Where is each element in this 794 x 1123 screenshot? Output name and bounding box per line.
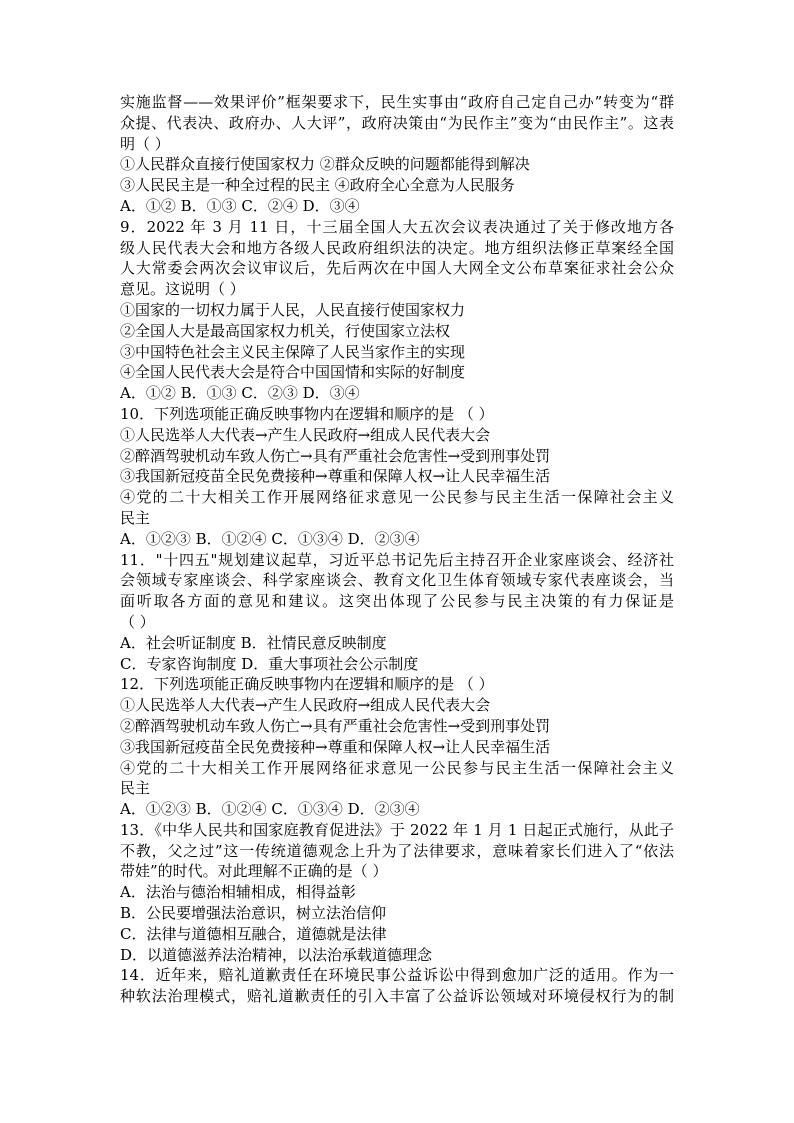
q9-stem-line-2: 级人民代表大会和地方各级人民政府组织法的决定。地方组织法修正草案经全国 bbox=[120, 238, 674, 257]
q10-option-4-cont: 民主 bbox=[120, 508, 151, 527]
q11-stem-line-1: 11．"十四五"规划建议起草，习近平总书记先后主持召开企业家座谈会、经济社 bbox=[120, 550, 674, 569]
q9-stem-line-4: 意见。这说明（ ） bbox=[120, 280, 245, 299]
q9-option-3: ③中国特色社会主义民主保障了人民当家作主的实现 bbox=[120, 342, 466, 361]
q10-answer-choices: A．①②③ B．①②④ C．①③④ D．②③④ bbox=[120, 529, 420, 548]
q12-option-2: ②醉酒驾驶机动车致人伤亡→具有严重社会危害性→受到刑事处罚 bbox=[120, 716, 551, 735]
q11-stem-line-2: 会领域专家座谈会、科学家座谈会、教育文化卫生体育领域专家代表座谈会，当 bbox=[120, 571, 674, 590]
q10-option-2: ②醉酒驾驶机动车致人伤亡→具有严重社会危害性→受到刑事处罚 bbox=[120, 446, 551, 465]
q10-stem: 10．下列选项能正确反映事物内在逻辑和顺序的是 （ ） bbox=[120, 404, 494, 423]
q10-option-4: ④党的二十大相关工作开展网络征求意见一公民参与民主生活一保障社会主义 bbox=[120, 488, 674, 507]
exam-page bbox=[120, 92, 674, 1007]
q10-option-1: ①人民选举人大代表→产生人民政府→组成人民代表大会 bbox=[120, 425, 491, 444]
q12-option-1: ①人民选举人大代表→产生人民政府→组成人民代表大会 bbox=[120, 696, 491, 715]
q13-option-b: B．公民要增强法治意识，树立法治信仰 bbox=[120, 904, 387, 923]
q13-option-d: D．以道德滋养法治精神，以法治承载道德理念 bbox=[120, 945, 433, 964]
q8-option-line-2: ③人民民主是一种全过程的民主 ④政府全心全意为人民服务 bbox=[120, 176, 515, 195]
q13-stem-line-2: 不教，父之过”这一传统道德观念上升为了法律要求，意味着家长们进入了“依法 bbox=[120, 841, 674, 860]
q11-option-cd: C．专家咨询制度 D．重大事项社会公示制度 bbox=[120, 654, 419, 673]
q14-stem-line-2: 种软法治理模式，赔礼道歉责任的引入丰富了公益诉讼领域对环境侵权行为的制 bbox=[120, 987, 674, 1006]
q12-option-4-cont: 民主 bbox=[120, 779, 151, 798]
q8-option-line-1: ①人民群众直接行使国家权力 ②群众反映的问题都能得到解决 bbox=[120, 155, 530, 174]
q12-option-4: ④党的二十大相关工作开展网络征求意见一公民参与民主生活一保障社会主义 bbox=[120, 758, 674, 777]
q8-stem-line-2: 众提、代表决、政府办、人大评”，政府决策由“为民作主”变为“由民作主”。这表 bbox=[120, 113, 674, 132]
q11-stem-line-4: （ ） bbox=[120, 612, 155, 631]
q10-option-3: ③我国新冠疫苗全民免费接种→尊重和保障人权→让人民幸福生活 bbox=[120, 467, 551, 486]
q13-stem-line-3: 带娃”的时代。对此理解不正确的是（ ） bbox=[120, 862, 388, 881]
q11-option-ab: A．社会听证制度 B．社情民意反映制度 bbox=[120, 633, 387, 652]
q12-option-3: ③我国新冠疫苗全民免费接种→尊重和保障人权→让人民幸福生活 bbox=[120, 737, 551, 756]
q9-stem-line-3: 人大常委会两次会议审议后，先后两次在中国人大网全文公布草案征求社会公众 bbox=[120, 259, 674, 278]
q8-answer-choices: A．①② B．①③ C．②④ D．③④ bbox=[120, 196, 360, 215]
q12-answer-choices: A．①②③ B．①②④ C．①③④ D．②③④ bbox=[120, 800, 420, 819]
q9-option-2: ②全国人大是最高国家权力机关，行使国家立法权 bbox=[120, 321, 451, 340]
q9-option-1: ①国家的一切权力属于人民，人民直接行使国家权力 bbox=[120, 300, 466, 319]
q9-answer-choices: A．①② B．①③ C．②③ D．③④ bbox=[120, 384, 360, 403]
q8-stem-line-1: 实施监督——效果评价”框架要求下，民生实事由“政府自己定自己办”转变为“群 bbox=[120, 93, 674, 111]
q13-option-c: C．法律与道德相互融合，道德就是法律 bbox=[120, 924, 387, 943]
q13-stem-line-1: 13．《中华人民共和国家庭教育促进法》于 2022 年 1 月 1 日起正式施行，从此子 bbox=[120, 820, 674, 839]
q11-stem-line-3: 面听取各方面的意见和建议。这突出体现了公民参与民主决策的有力保证是 bbox=[120, 592, 674, 611]
q9-stem-line-1: 9．2022 年 3 月 11 日，十三届全国人大五次会议表决通过了关于修改地方各 bbox=[120, 217, 674, 236]
q13-option-a: A．法治与德治相辅相成，相得益彰 bbox=[120, 883, 356, 902]
q12-stem: 12．下列选项能正确反映事物内在逻辑和顺序的是 （ ） bbox=[120, 675, 494, 694]
q9-option-4: ④全国人民代表大会是符合中国国情和实际的好制度 bbox=[120, 363, 466, 382]
q14-stem-line-1: 14．近年来，赔礼道歉责任在环境民事公益诉讼中得到愈加广泛的适用。作为一 bbox=[120, 966, 674, 985]
q8-stem-line-3: 明（ ） bbox=[120, 134, 170, 153]
